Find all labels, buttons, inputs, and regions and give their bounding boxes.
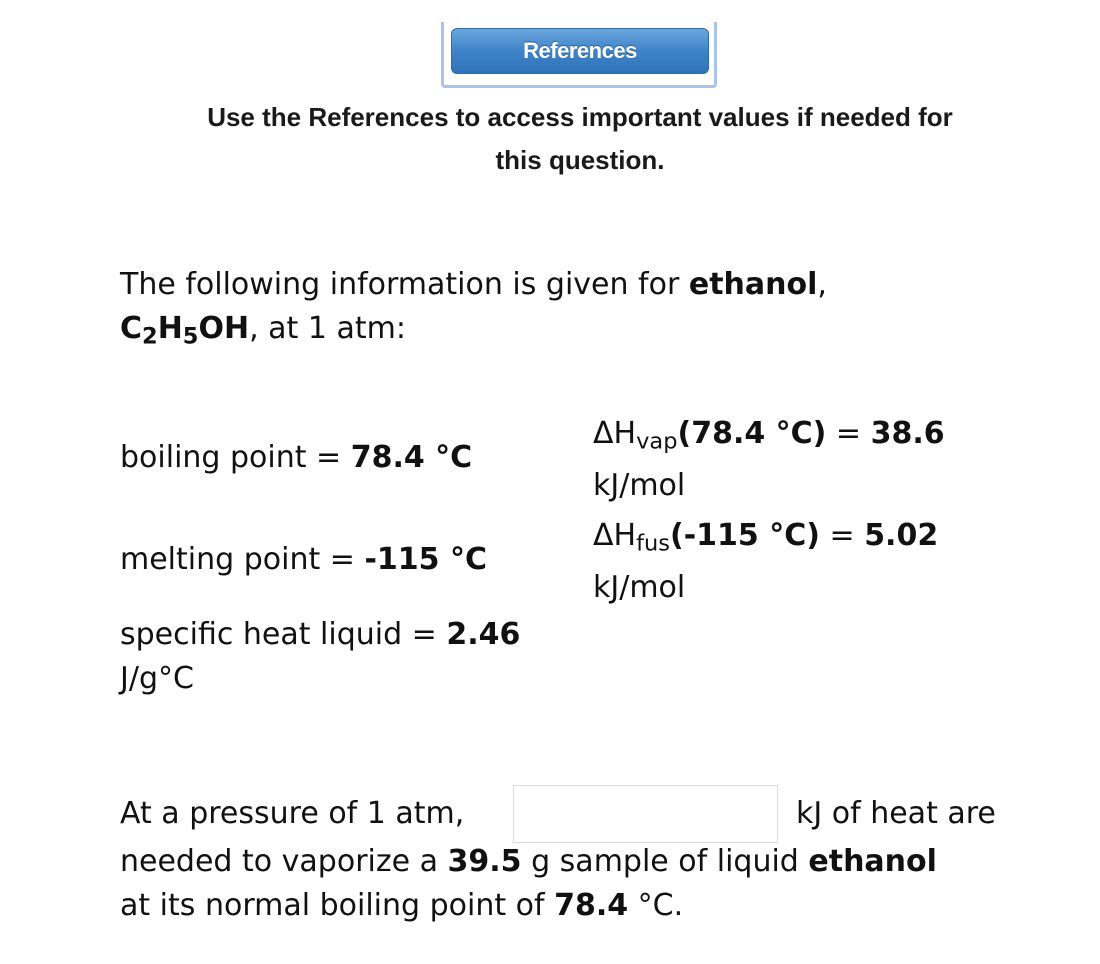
specific-heat-label: specific heat liquid = — [120, 617, 447, 652]
dh-vap-unit: kJ/mol — [593, 468, 686, 503]
dh-fus-value: 5.02 — [864, 518, 939, 553]
formula-h: H — [157, 311, 183, 346]
dh-vap-condition: (78.4 °C) — [677, 416, 827, 451]
melting-point-label: melting point = — [120, 542, 365, 577]
intro-comma: , — [817, 267, 827, 302]
question-line-2 — [120, 840, 937, 884]
dh-vap-equals: = — [826, 416, 871, 451]
compound-formula — [120, 311, 250, 350]
melting-point-value: -115 °C — [364, 542, 487, 577]
melting-point — [120, 538, 487, 582]
question-part-1: At a pressure of 1 atm, — [120, 796, 465, 831]
formula-c-sub: 2 — [142, 323, 158, 350]
question-line-3-prefix: at its normal boiling point of — [120, 888, 555, 923]
boiling-point-value: 78.4 °C — [350, 440, 473, 475]
dh-vap-symbol: ΔH — [593, 416, 637, 451]
answer-input[interactable] — [513, 785, 778, 843]
intro-line-2 — [120, 307, 827, 351]
instruction-line-2: this question. — [495, 145, 665, 175]
references-instructions — [130, 96, 1030, 182]
specific-heat-unit: J/g°C — [120, 661, 194, 696]
question-line-3 — [120, 884, 683, 928]
question-line-3-suffix: °C. — [628, 888, 684, 923]
formula-c: C — [120, 311, 143, 346]
dh-fus-unit: kJ/mol — [593, 570, 686, 605]
intro-suffix: , at 1 atm: — [249, 311, 406, 346]
specific-heat-value: 2.46 — [446, 617, 521, 652]
instruction-line-1: Use the References to access important values if needed for — [207, 102, 953, 132]
dh-fus-equals: = — [819, 518, 865, 553]
formula-h-sub: 5 — [182, 323, 199, 350]
intro-text — [120, 263, 827, 351]
dh-fus-sub: fus — [636, 530, 670, 557]
question-part-2: kJ of heat are — [796, 796, 996, 831]
question-line-2-prefix: needed to vaporize a — [120, 844, 448, 879]
references-button[interactable]: References — [451, 28, 709, 74]
specific-heat — [120, 613, 520, 701]
dh-vap-line-1 — [593, 408, 945, 460]
question-bp-value: 78.4 — [554, 888, 629, 923]
compound-name: ethanol — [688, 267, 818, 302]
intro-line-1 — [120, 263, 827, 307]
sample-mass-value: 39.5 — [447, 844, 522, 879]
enthalpy-vaporization — [593, 408, 945, 512]
question-compound-name: ethanol — [808, 844, 937, 879]
enthalpy-fusion — [593, 510, 938, 614]
dh-fus-condition: (-115 °C) — [670, 518, 820, 553]
dh-vap-sub: vap — [636, 428, 678, 455]
boiling-point-label: boiling point = — [120, 440, 351, 475]
question-line-2-mid: g sample of liquid — [521, 844, 809, 879]
dh-vap-value: 38.6 — [870, 416, 945, 451]
intro-prefix: The following information is given for — [120, 267, 689, 302]
boiling-point — [120, 436, 472, 480]
dh-fus-symbol: ΔH — [593, 518, 637, 553]
dh-fus-line-1 — [593, 510, 938, 562]
formula-oh: OH — [198, 311, 250, 346]
specific-heat-line-1 — [120, 613, 520, 657]
